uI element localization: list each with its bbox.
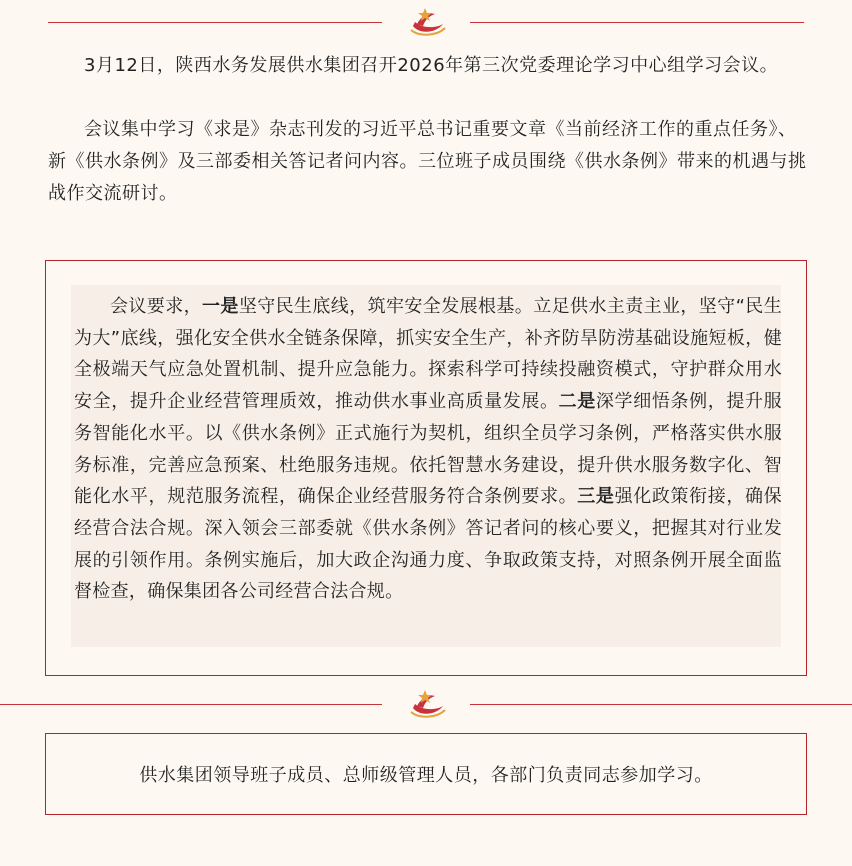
party-emblem-icon [405, 686, 449, 720]
requirements-lead: 会议要求， [110, 296, 202, 317]
point-2-label: 二是 [558, 391, 596, 413]
party-emblem-icon [405, 4, 449, 38]
attendees-text: 供水集团领导班子成员、总师级管理人员，各部门负责同志参加学习。 [139, 765, 713, 786]
point-3-label: 三是 [577, 486, 615, 508]
point-2-text: 深学细悟条例，提升服务智能化水平。以《供水条例》正式施行为契机，组织全员学习条例，严格落实供水服务标准，完善应急预案、杜绝服务违规。依托智慧水务建设，提升供水服务数字化、智能化水平，规范服务流程，确保企业经营服务符合条例要求。 [74, 391, 782, 508]
attendees-box [45, 733, 807, 815]
point-1-text: 坚守民生底线，筑牢安全发展根基。立足供水主责主业，坚守“民生为大”底线，强化安全供水全链条保障，抓实安全生产，补齐防旱防涝基础设施短板，健全极端天气应急处置机制、提升应急能力。探索科学可持续投融资模式，守护群众用水安全，提升企业经营管理质效，推动供水事业高质量发展。 [74, 296, 783, 413]
intro-paragraph-1: 3月12日，陕西水务发展供水集团召开2026年第三次党委理论学习中心组学习会议。 [84, 55, 779, 76]
divider-line-left [48, 22, 382, 23]
divider-line-right [470, 22, 804, 23]
divider-line-right [470, 704, 852, 705]
intro-paragraph-2: 会议集中学习《求是》杂志刊发的习近平总书记重要文章《当前经济工作的重点任务》、新《供水条例》及三部委相关答记者问内容。三位班子成员围绕《供水条例》带来的机遇与挑战作交流研讨。 [48, 119, 807, 204]
requirements-box [45, 260, 807, 676]
middle-divider [0, 684, 852, 724]
requirements-text [74, 291, 782, 608]
point-3-text: 强化政策衔接，确保经营合法合规。深入领会三部委就《供水条例》答记者问的核心要义，把握其对行业发展的引领作用。条例实施后，加大政企沟通力度、争取政策支持，对照条例开展全面监督检查，确保集团各公司经营合法合规。 [74, 486, 782, 603]
divider-line-left [0, 704, 382, 705]
point-1-label: 一是 [202, 296, 239, 317]
top-divider [0, 2, 852, 42]
